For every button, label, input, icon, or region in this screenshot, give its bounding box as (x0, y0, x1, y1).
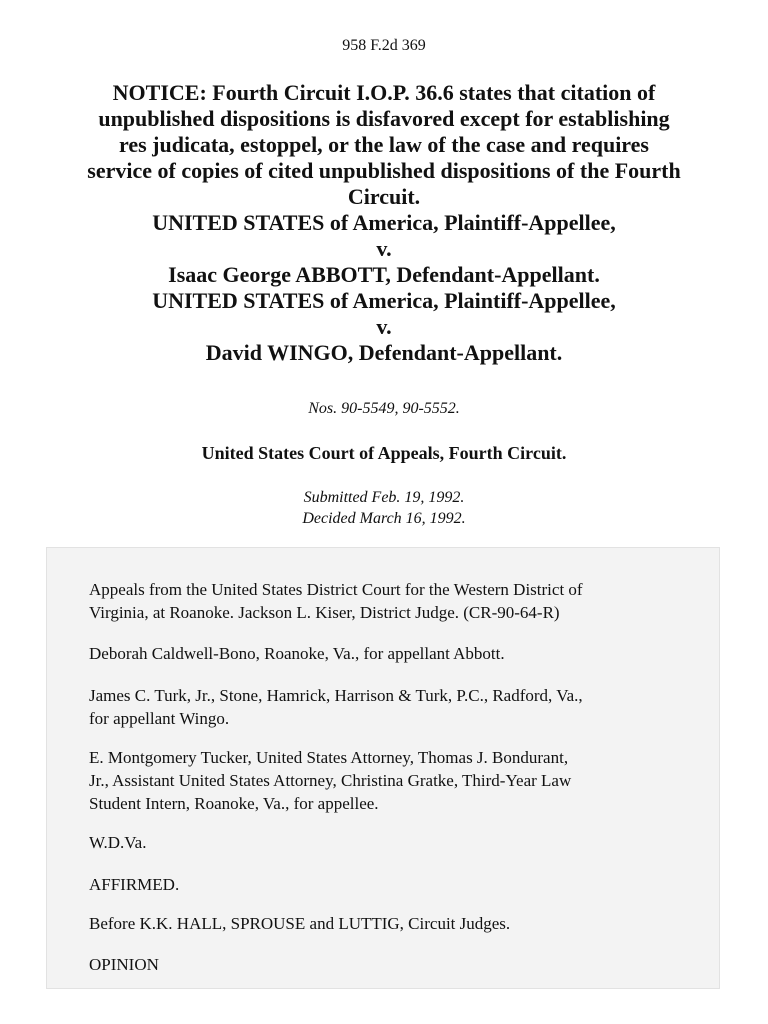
plaintiff-name: UNITED STATES of America, Plaintiff-Appellee, (152, 288, 616, 313)
text-line: Virginia, at Roanoke. Jackson L. Kiser, District Judge. (CR-90-64-R) (89, 603, 560, 622)
case-dates (0, 487, 768, 529)
case-caption (40, 80, 728, 366)
notice-line: NOTICE: Fourth Circuit I.O.P. 36.6 states that citation of (112, 80, 656, 105)
plaintiff-name: UNITED STATES of America, Plaintiff-Appellee, (152, 210, 616, 235)
text-line: Appeals from the United States District Court for the Western District of (89, 580, 583, 599)
text-line: E. Montgomery Tucker, United States Attorney, Thomas J. Bondurant, (89, 748, 569, 767)
text-line: Deborah Caldwell-Bono, Roanoke, Va., for appellant Abbott. (89, 644, 505, 663)
district-paragraph (89, 831, 689, 854)
text-line: Student Intern, Roanoke, Va., for appellee. (89, 794, 379, 813)
defendant-name: David WINGO, Defendant-Appellant. (205, 340, 563, 365)
notice-line: service of copies of cited unpublished dispositions of the Fourth (87, 158, 681, 183)
court-name: United States Court of Appeals, Fourth Circuit. (201, 443, 567, 463)
counsel-wingo-paragraph (89, 684, 689, 730)
text-line: Before K.K. HALL, SPROUSE and LUTTIG, Circuit Judges. (89, 914, 511, 933)
submitted-date: Submitted Feb. 19, 1992. (303, 489, 465, 506)
versus-label: v. (376, 314, 392, 339)
text-line: OPINION (89, 955, 159, 974)
text-line: Jr., Assistant United States Attorney, Christina Gratke, Third-Year Law (89, 771, 572, 790)
docket-numbers: Nos. 90-5549, 90-5552. (308, 400, 460, 417)
notice-line: Circuit. (347, 184, 421, 209)
counsel-appellee-paragraph (89, 746, 689, 815)
notice-line: res judicata, estoppel, or the law of the case and requires (118, 132, 649, 157)
panel-judges-paragraph (89, 912, 689, 935)
text-line: James C. Turk, Jr., Stone, Hamrick, Harrison & Turk, P.C., Radford, Va., (89, 686, 583, 705)
appeal-origin-paragraph (89, 578, 689, 624)
decided-date: Decided March 16, 1992. (302, 510, 466, 527)
text-line: W.D.Va. (89, 833, 147, 852)
defendant-name: Isaac George ABBOTT, Defendant-Appellant. (168, 262, 600, 287)
counsel-abbott-paragraph (89, 642, 689, 665)
notice-line: unpublished dispositions is disfavored except for establishing (98, 106, 670, 131)
reporter-citation: 958 F.2d 369 (342, 37, 426, 54)
case-details-panel (46, 547, 720, 989)
opinion-heading (89, 953, 689, 976)
text-line: AFFIRMED. (89, 875, 180, 894)
disposition-paragraph (89, 873, 689, 896)
versus-label: v. (376, 236, 392, 261)
text-line: for appellant Wingo. (89, 709, 230, 728)
